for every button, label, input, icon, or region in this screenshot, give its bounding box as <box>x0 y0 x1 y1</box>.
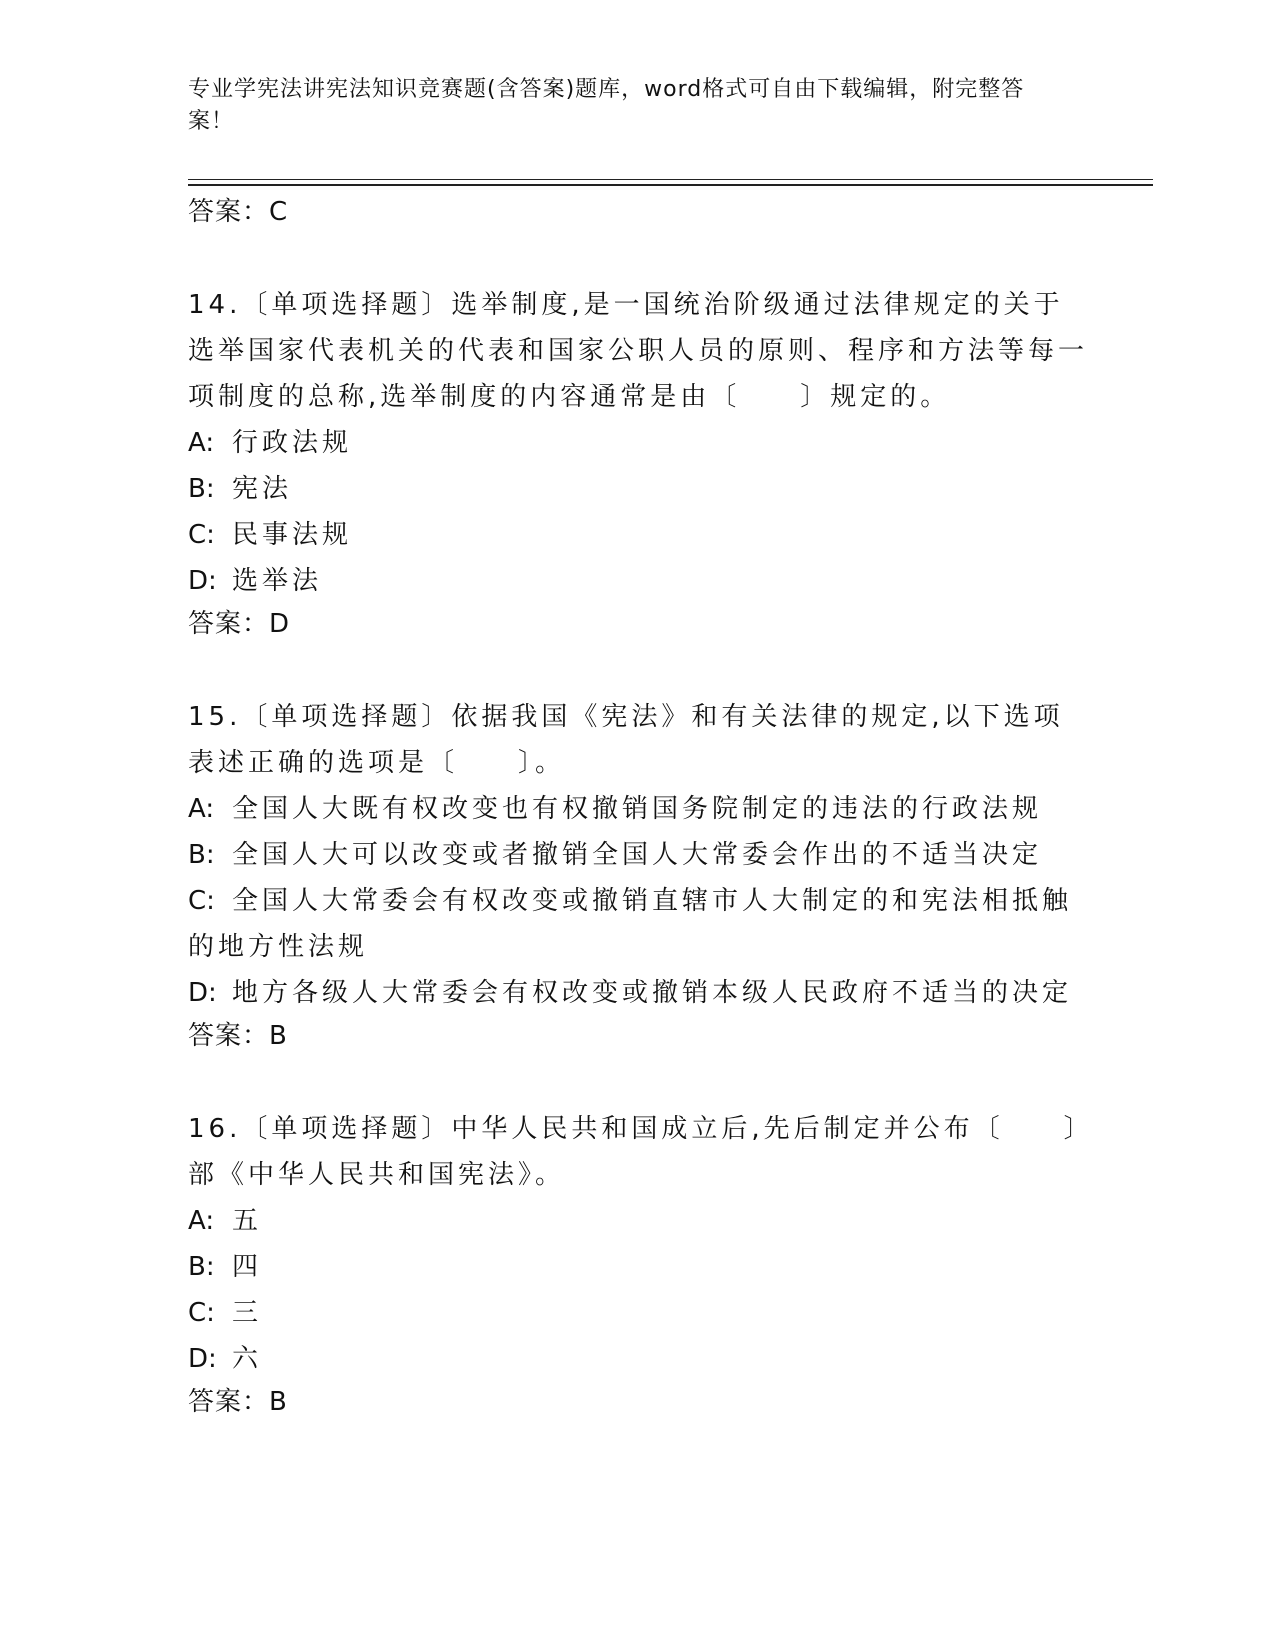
option-text: 民事法规 <box>232 520 353 550</box>
option-c <box>188 1290 1088 1336</box>
option-d <box>188 1336 1088 1382</box>
option-text: 全国人大可以改变或者撤销全国人大常委会作出的不适当决定 <box>232 840 1043 870</box>
option-c <box>188 878 1088 970</box>
option-letter: D: <box>188 978 217 1008</box>
question-16 <box>188 1106 1088 1422</box>
option-text: 五 <box>232 1206 263 1236</box>
option-letter: B: <box>188 840 215 870</box>
option-text: 全国人大既有权改变也有权撤销国务院制定的违法的行政法规 <box>232 794 1043 824</box>
question-15 <box>188 694 1088 1056</box>
option-text: 六 <box>232 1344 263 1374</box>
option-a <box>188 1198 1088 1244</box>
option-letter: C: <box>188 1298 215 1328</box>
spacer <box>188 644 1088 694</box>
option-text: 四 <box>232 1252 263 1282</box>
header-rule-thick <box>188 184 1153 186</box>
option-text: 地方各级人大常委会有权改变或撤销本级人民政府不适当的决定 <box>232 978 1073 1008</box>
option-text: 全国人大常委会有权改变或撤销直辖市人大制定的和宪法相抵触的地方性法规 <box>188 886 1073 962</box>
option-letter: B: <box>188 1252 215 1282</box>
answer-line: 答案：D <box>188 609 291 639</box>
option-letter: A: <box>188 428 215 458</box>
question-stem: 15.〔单项选择题〕依据我国《宪法》和有关法律的规定,以下选项表述正确的选项是〔 〕。 <box>188 702 1064 778</box>
option-d <box>188 558 1088 604</box>
option-text: 选举法 <box>232 566 323 596</box>
question-stem: 14.〔单项选择题〕选举制度,是一国统治阶级通过法律规定的关于选举国家代表机关的代表和国家公职人员的原则、程序和方法等每一项制度的总称,选举制度的内容通常是由〔 〕规定的。 <box>188 290 1089 412</box>
answer-line: 答案：B <box>188 1021 288 1051</box>
question-stem: 16.〔单项选择题〕中华人民共和国成立后,先后制定并公布〔 〕部《中华人民共和国宪法》。 <box>188 1114 1081 1190</box>
option-b <box>188 832 1088 878</box>
answer-line: 答案：B <box>188 1387 288 1417</box>
option-letter: C: <box>188 886 215 916</box>
option-b <box>188 466 1088 512</box>
option-b <box>188 1244 1088 1290</box>
document-body <box>188 192 1088 1422</box>
option-text: 三 <box>232 1298 263 1328</box>
option-letter: A: <box>188 794 215 824</box>
option-text: 宪法 <box>232 474 293 504</box>
option-letter: B: <box>188 474 215 504</box>
option-text: 行政法规 <box>232 428 353 458</box>
document-header: 专业学宪法讲宪法知识竞赛题(含答案)题库，word格式可自由下载编辑，附完整答案！ <box>188 77 1025 134</box>
option-a <box>188 786 1088 832</box>
option-letter: D: <box>188 566 217 596</box>
spacer <box>188 232 1088 282</box>
option-d <box>188 970 1088 1016</box>
option-letter: D: <box>188 1344 217 1374</box>
option-letter: C: <box>188 520 215 550</box>
option-a <box>188 420 1088 466</box>
header-rule-thin <box>188 179 1153 180</box>
answer-line: 答案：C <box>188 197 289 227</box>
option-letter: A: <box>188 1206 215 1236</box>
spacer <box>188 1056 1088 1106</box>
option-c <box>188 512 1088 558</box>
question-14 <box>188 282 1088 644</box>
